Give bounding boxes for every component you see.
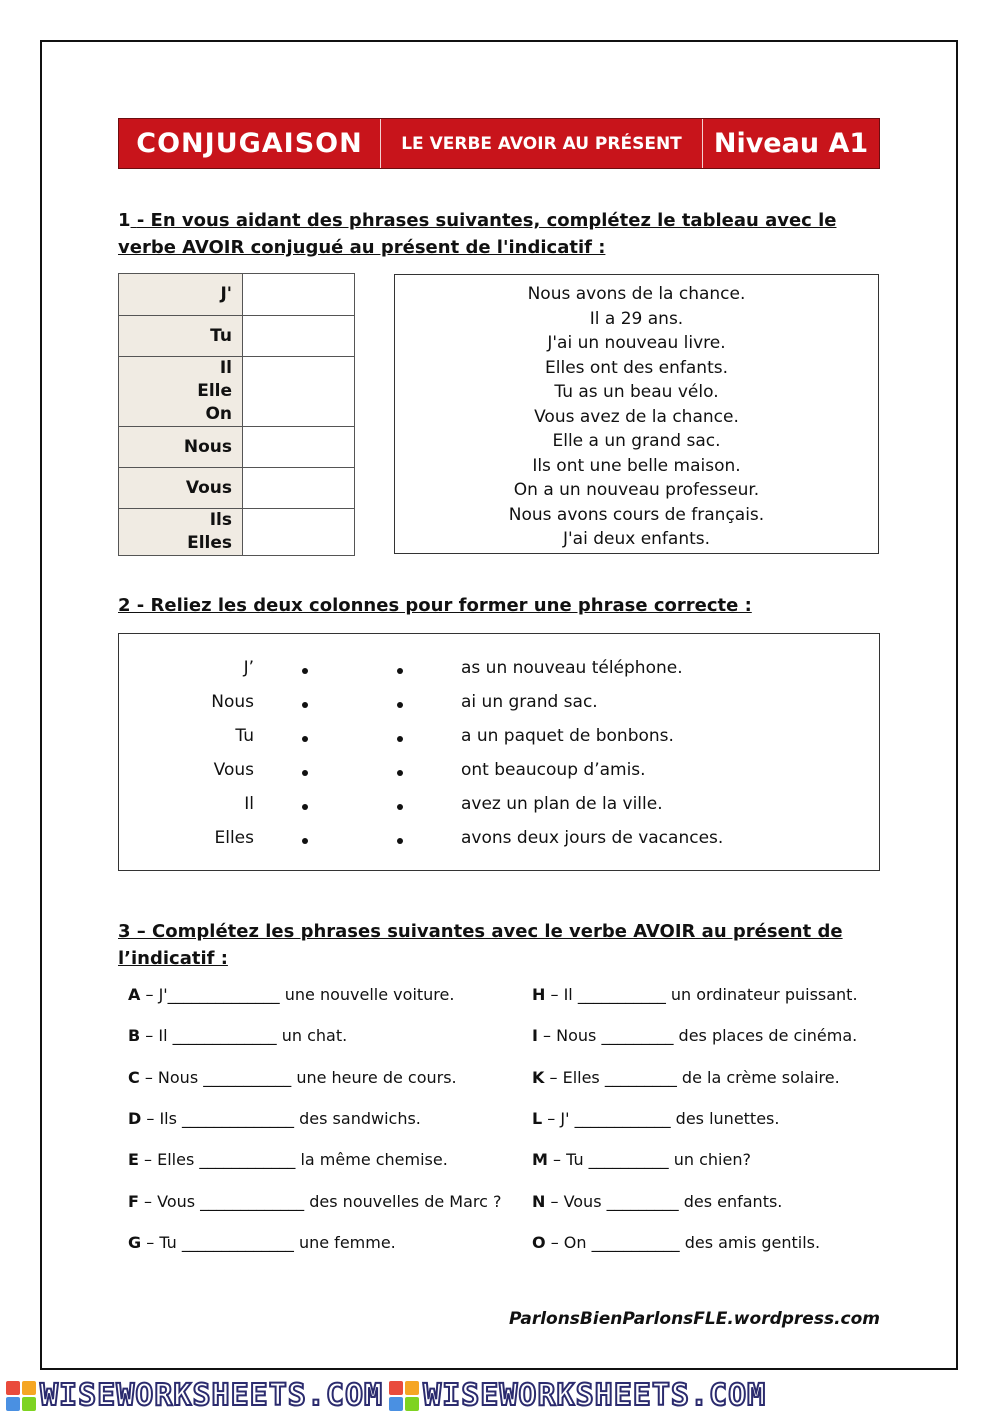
item-letter: O	[532, 1232, 546, 1252]
item-sentence: – Vous _________ des enfants.	[545, 1191, 783, 1211]
pronoun-label: Nous	[183, 436, 232, 457]
matching-right-dot[interactable]	[397, 702, 403, 708]
answer-cell[interactable]	[243, 509, 355, 556]
matching-row	[119, 794, 879, 828]
item-letter: I	[532, 1026, 538, 1046]
example-sentence: J'ai un nouveau livre.	[547, 333, 726, 353]
example-sentences-box	[394, 274, 879, 554]
fill-in-item[interactable]	[532, 1150, 751, 1169]
example-sentence: J'ai deux enfants.	[562, 529, 711, 549]
conjugation-row	[119, 316, 355, 357]
header-title: CONJUGAISON	[119, 119, 381, 168]
fill-in-item[interactable]	[128, 985, 454, 1004]
example-sentence: On a un nouveau professeur.	[513, 480, 760, 500]
matching-row	[119, 828, 879, 862]
example-sentence: Tu as un beau vélo.	[554, 382, 719, 402]
watermark-logo-icon	[6, 1381, 36, 1411]
matching-left-pronoun: Tu	[235, 726, 254, 746]
watermark-logo-icon	[389, 1381, 419, 1411]
item-sentence: – Nous _________ des places de cinéma.	[537, 1026, 858, 1046]
item-letter: D	[128, 1108, 142, 1128]
matching-right-ending: ai un grand sac.	[461, 692, 598, 712]
matching-right-dot[interactable]	[397, 804, 403, 810]
matching-row	[119, 692, 879, 726]
header-banner	[118, 118, 880, 169]
section1-text: - En vous aidant des phrases suivantes, complétez le tableau avec le verbe AVOIR conjugué au présent de l'indicatif :	[118, 210, 837, 258]
fill-in-item[interactable]	[128, 1192, 502, 1211]
watermark-text: WISEWORKSHEETS.COM	[423, 1378, 767, 1413]
item-sentence: – Elles _________ de la crème solaire.	[544, 1067, 840, 1087]
fill-in-item[interactable]	[532, 1068, 840, 1087]
item-sentence: – Elles ____________ la même chemise.	[138, 1150, 448, 1170]
section3-title: 3 – Complétez les phrases suivantes avec le verbe AVOIR au présent de l’indicatif :	[118, 921, 843, 969]
matching-row	[119, 658, 879, 692]
fill-in-item[interactable]	[532, 985, 858, 1004]
matching-left-pronoun: Nous	[211, 692, 254, 712]
pronoun-cell	[119, 316, 243, 357]
matching-right-ending: avons deux jours de vacances.	[461, 828, 724, 848]
pronoun-label: Elle	[197, 381, 232, 401]
fill-in-item[interactable]	[128, 1109, 421, 1128]
matching-row	[119, 760, 879, 794]
conjugation-table	[118, 273, 355, 556]
pronoun-label: Elles	[187, 533, 232, 553]
pronoun-label: Il	[219, 358, 232, 378]
section1-number: 1	[118, 210, 131, 231]
item-letter: C	[128, 1067, 140, 1087]
fill-in-item[interactable]	[532, 1233, 820, 1252]
matching-left-pronoun: J’	[243, 658, 254, 678]
item-sentence: – Tu __________ un chien?	[547, 1150, 751, 1170]
item-letter: H	[532, 985, 546, 1004]
pronoun-cell	[119, 427, 243, 468]
matching-right-ending: as un nouveau téléphone.	[461, 658, 683, 678]
example-sentence: Nous avons de la chance.	[527, 284, 746, 304]
example-sentence: Il a 29 ans.	[589, 308, 684, 329]
fill-in-item[interactable]	[532, 1109, 779, 1128]
example-sentence: Ils ont une belle maison.	[532, 455, 741, 476]
fill-in-item[interactable]	[532, 1192, 782, 1211]
item-sentence: – Tu ______________ une femme.	[141, 1232, 396, 1252]
matching-left-pronoun: Vous	[213, 760, 254, 780]
pronoun-cell	[119, 509, 243, 556]
matching-left-pronoun: Elles	[214, 828, 254, 848]
item-sentence: – J'______________ une nouvelle voiture.	[140, 985, 455, 1004]
conjugation-row	[119, 468, 355, 509]
watermark-1	[0, 1378, 383, 1413]
item-letter: L	[532, 1108, 543, 1128]
item-letter: F	[128, 1191, 139, 1211]
header-subtitle: LE VERBE AVOIR AU PRÉSENT	[381, 119, 703, 168]
conjugation-row	[119, 509, 355, 556]
example-sentence: Elle a un grand sac.	[552, 431, 721, 451]
section2-title: 2 - Reliez les deux colonnes pour former une phrase correcte :	[118, 595, 752, 616]
answer-cell[interactable]	[243, 274, 355, 316]
item-letter: G	[128, 1232, 142, 1252]
footer-watermark	[0, 1378, 1000, 1413]
matching-right-ending: avez un plan de la ville.	[461, 794, 663, 814]
header-level: Niveau A1	[713, 128, 869, 159]
item-letter: A	[128, 985, 141, 1004]
pronoun-cell	[119, 468, 243, 509]
matching-right-dot[interactable]	[397, 770, 403, 776]
matching-left-pronoun: Il	[244, 794, 254, 814]
answer-cell[interactable]	[243, 427, 355, 468]
example-sentence: Elles ont des enfants.	[545, 357, 728, 378]
item-letter: E	[128, 1150, 139, 1170]
item-sentence: – Vous _____________ des nouvelles de Marc ?	[138, 1191, 502, 1211]
fill-in-item[interactable]	[532, 1026, 857, 1045]
item-sentence: – J' ____________ des lunettes.	[542, 1108, 780, 1128]
matching-right-dot[interactable]	[397, 668, 403, 674]
pronoun-cell	[119, 357, 243, 427]
matching-right-dot[interactable]	[397, 838, 403, 844]
pronoun-label: Vous	[185, 477, 232, 498]
item-letter: N	[532, 1191, 546, 1211]
conjugation-row	[119, 427, 355, 468]
answer-cell[interactable]	[243, 357, 355, 427]
item-sentence: – Nous ___________ une heure de cours.	[139, 1067, 457, 1087]
section1-title	[118, 207, 888, 261]
fill-in-item[interactable]	[128, 1233, 396, 1252]
answer-cell[interactable]	[243, 468, 355, 509]
answer-cell[interactable]	[243, 316, 355, 357]
matching-left-dot[interactable]	[302, 838, 308, 844]
item-sentence: – On ___________ des amis gentils.	[545, 1232, 821, 1252]
item-letter: B	[128, 1026, 141, 1046]
matching-left-dot[interactable]	[302, 702, 308, 708]
pronoun-cell	[119, 274, 243, 316]
matching-right-ending: ont beaucoup d’amis.	[461, 760, 646, 780]
example-sentence: Vous avez de la chance.	[534, 406, 739, 427]
item-sentence: – Ils ______________ des sandwichs.	[141, 1108, 421, 1128]
matching-box	[118, 633, 880, 871]
item-letter: M	[532, 1150, 548, 1170]
conjugation-row	[119, 274, 355, 316]
item-sentence: – Il _____________ un chat.	[140, 1026, 348, 1046]
matching-right-ending: a un paquet de bonbons.	[461, 726, 674, 746]
example-sentence: Nous avons cours de français.	[508, 504, 765, 525]
item-letter: K	[532, 1067, 545, 1087]
pronoun-label: Ils	[209, 510, 232, 530]
fill-in-item[interactable]	[128, 1068, 457, 1087]
conjugation-row	[119, 357, 355, 427]
matching-right-dot[interactable]	[397, 736, 403, 742]
matching-row	[119, 726, 879, 760]
pronoun-label: J'	[220, 284, 232, 304]
matching-left-dot[interactable]	[302, 736, 308, 742]
credit-url: ParlonsBienParlonsFLE.wordpress.com	[508, 1309, 880, 1329]
fill-in-item[interactable]	[128, 1026, 347, 1045]
matching-left-dot[interactable]	[302, 804, 308, 810]
matching-left-dot[interactable]	[302, 668, 308, 674]
pronoun-label: On	[205, 404, 232, 424]
watermark-2	[383, 1378, 766, 1413]
watermark-text: WISEWORKSHEETS.COM	[40, 1378, 384, 1413]
matching-left-dot[interactable]	[302, 770, 308, 776]
pronoun-label: Tu	[210, 325, 232, 346]
fill-in-item[interactable]	[128, 1150, 448, 1169]
item-sentence: – Il ___________ un ordinateur puissant.	[545, 985, 858, 1004]
